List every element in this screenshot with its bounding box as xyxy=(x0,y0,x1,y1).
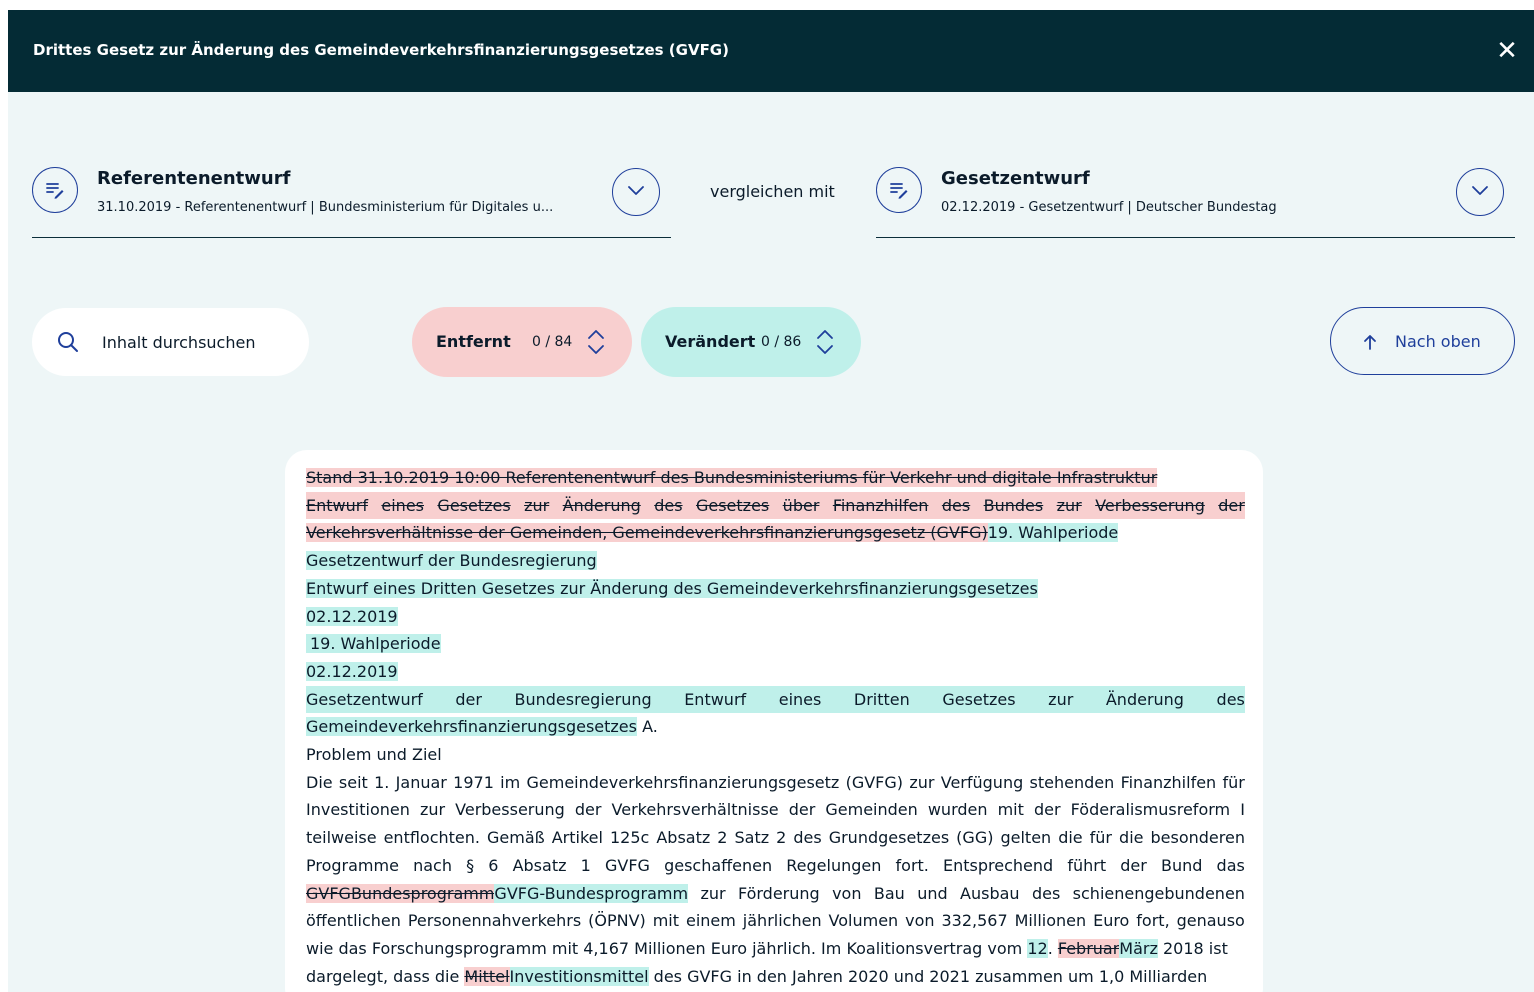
word: für xyxy=(1222,772,1245,792)
word: Regelungen xyxy=(786,855,882,875)
word: fort. xyxy=(895,855,929,875)
diff-document-text xyxy=(306,464,1245,990)
compare-with-label: vergleichen mit xyxy=(710,182,835,201)
word: 332,567 xyxy=(941,911,1008,931)
word: öffentlichen xyxy=(306,911,401,931)
word: mit xyxy=(652,911,680,931)
base-version-selector[interactable] xyxy=(32,165,671,238)
word: Gesetzes xyxy=(942,689,1016,709)
word: von xyxy=(905,911,935,931)
doc-line xyxy=(306,796,1245,824)
arrow-up-icon xyxy=(1363,334,1377,350)
word: 1971 xyxy=(453,772,494,792)
word: Januar xyxy=(395,772,447,792)
word: Ausbau xyxy=(960,883,1020,903)
word: Verkehrsverhältnisse xyxy=(611,800,779,820)
doc-line xyxy=(306,935,1245,963)
base-version-subtitle: 31.10.2019 - Referentenentwurf | Bundesministerium für Digitales u... xyxy=(97,200,554,215)
word: Gemäß xyxy=(487,828,545,848)
word: (GVFG) xyxy=(845,772,904,792)
word: der xyxy=(1033,800,1061,820)
word: Föderalismusreform xyxy=(1070,800,1231,820)
changed-text-line xyxy=(306,686,1245,714)
word: zur xyxy=(1048,689,1074,709)
word: Personennahverkehrs xyxy=(407,911,582,931)
word: Änderung xyxy=(562,495,641,515)
word: Gemeindeverkehrsfinanzierungsgesetz xyxy=(526,772,840,792)
word: zur xyxy=(909,772,935,792)
changed-text: Entwurf eines Dritten Gesetzes zur Änderung des Gemeindeverkehrsfinanzierungsgesetzes xyxy=(306,578,1038,598)
word: genauso xyxy=(1176,911,1245,931)
word: der xyxy=(788,800,816,820)
word: Gesetzes xyxy=(695,495,770,515)
word: 2 xyxy=(717,828,728,848)
word: stehenden xyxy=(1029,772,1115,792)
word: 2 xyxy=(776,828,787,848)
plain-text: A. xyxy=(642,717,658,737)
base-version-title: Referentenentwurf xyxy=(97,168,291,189)
word: geschaffenen xyxy=(664,855,773,875)
changed-text: 02.12.2019 xyxy=(306,661,398,681)
plain-text: Problem und Ziel xyxy=(306,745,442,765)
changed-label: Verändert xyxy=(665,332,756,351)
word: Entwurf xyxy=(306,495,368,515)
word: besonderen xyxy=(1150,828,1245,848)
word: wurden xyxy=(927,800,988,820)
diff-document-card xyxy=(285,450,1263,992)
word: des xyxy=(654,495,683,515)
word: Finanzhilfen xyxy=(1120,772,1217,792)
plain-text: wie das Forschungsprogramm mit 4,167 Millionen Euro jährlich. Im Koalitionsvertrag vom xyxy=(306,938,1028,958)
word: führt xyxy=(1067,855,1107,875)
word: Verbesserung xyxy=(455,800,565,820)
word: Absatz xyxy=(656,828,711,848)
word: das xyxy=(1216,855,1245,875)
word: 6 xyxy=(488,855,499,875)
word: schienengebundenen xyxy=(1072,883,1245,903)
word: gelten xyxy=(1000,828,1052,848)
doc-line xyxy=(306,658,1245,686)
word: der xyxy=(1218,495,1245,515)
word: der xyxy=(574,800,602,820)
word: (GG) xyxy=(956,828,994,848)
word: eines xyxy=(778,689,822,709)
word: des xyxy=(941,495,971,515)
word: des xyxy=(793,828,822,848)
target-version-selector[interactable] xyxy=(876,165,1515,238)
base-version-dropdown-button[interactable] xyxy=(612,168,660,216)
word: Bundesregierung xyxy=(514,689,652,709)
word: der xyxy=(1120,855,1147,875)
plain-text: 2018 ist xyxy=(1157,938,1228,958)
word: im xyxy=(500,772,521,792)
word: über xyxy=(782,495,820,515)
word: Entsprechend xyxy=(943,855,1054,875)
changed-text: Gesetzentwurf der Bundesregierung xyxy=(306,551,597,571)
word: zur xyxy=(1056,495,1082,515)
word: Verbesserung xyxy=(1095,495,1205,515)
word: von xyxy=(832,883,862,903)
word: Entwurf xyxy=(684,689,747,709)
changed-text: 12 xyxy=(1027,938,1048,958)
word: Euro xyxy=(1093,911,1130,931)
word: Investitionen xyxy=(306,800,410,820)
changed-text: 19. Wahlperiode xyxy=(987,523,1119,543)
word: entflochten. xyxy=(383,828,480,848)
word: seit xyxy=(338,772,368,792)
target-version-subtitle: 02.12.2019 - Gesetzentwurf | Deutscher Bundestag xyxy=(941,200,1277,215)
word: zur xyxy=(419,800,446,820)
word: Verfügung xyxy=(940,772,1024,792)
doc-line xyxy=(306,630,1245,658)
doc-line xyxy=(306,547,1245,575)
search-placeholder: Inhalt durchsuchen xyxy=(102,333,256,352)
word: § xyxy=(466,855,475,875)
document-edit-icon xyxy=(876,167,922,213)
word: für xyxy=(1089,828,1113,848)
word: zur xyxy=(524,495,550,515)
removed-label: Entfernt xyxy=(436,332,511,351)
word: Bundes xyxy=(983,495,1044,515)
back-to-top-label: Nach oben xyxy=(1395,332,1481,351)
word: mit xyxy=(997,800,1024,820)
removed-text: Februar xyxy=(1057,938,1120,958)
up-down-chevron-icon[interactable] xyxy=(586,328,606,356)
changed-text: März xyxy=(1119,938,1158,958)
removed-changes-navigator[interactable] xyxy=(412,307,632,377)
doc-line xyxy=(306,963,1245,991)
chevron-down-icon xyxy=(627,185,645,197)
word: die xyxy=(1119,828,1144,848)
changed-text: Gemeindeverkehrsfinanzierungsgesetzes xyxy=(306,717,637,737)
word: des xyxy=(1216,689,1245,709)
word: zur xyxy=(700,883,726,903)
doc-line xyxy=(306,852,1245,880)
dialog-header xyxy=(8,10,1534,92)
doc-line xyxy=(306,519,1245,547)
close-icon[interactable]: ✕ xyxy=(1496,36,1518,66)
word: 1. xyxy=(374,772,390,792)
up-down-chevron-icon[interactable] xyxy=(815,328,835,356)
plain-text: des GVFG in den Jahren 2020 und 2021 zusammen um 1,0 Milliarden xyxy=(648,966,1208,986)
word: Volumen xyxy=(828,911,899,931)
doc-line xyxy=(306,880,1245,908)
doc-line xyxy=(306,824,1245,852)
changed-text: GVFG-Bundesprogramm xyxy=(494,883,689,903)
changed-text: 02.12.2019 xyxy=(306,606,398,626)
word: Millionen xyxy=(1014,911,1087,931)
changed-text: Investitionsmittel xyxy=(509,966,649,986)
word: eines xyxy=(381,495,424,515)
doc-line xyxy=(306,713,1245,741)
word: Satz xyxy=(734,828,770,848)
word: (ÖPNV) xyxy=(588,911,646,931)
removed-count: 0 / 84 xyxy=(532,334,573,350)
word: Bund xyxy=(1160,855,1203,875)
word: 1 xyxy=(580,855,591,875)
word: Grundgesetzes xyxy=(828,828,950,848)
word: die xyxy=(1058,828,1083,848)
doc-line xyxy=(306,907,1245,935)
doc-line xyxy=(306,741,1245,769)
plain-text: . xyxy=(1047,938,1058,958)
word: Gesetzentwurf xyxy=(306,689,423,709)
removed-text-line xyxy=(306,492,1245,520)
word: 125c xyxy=(609,828,650,848)
removed-text: Verkehrsverhältnisse der Gemeinden, Gemeindeverkehrsfinanzierungsgesetz (GVFG) xyxy=(306,523,988,543)
word: und xyxy=(917,883,948,903)
target-version-title: Gesetzentwurf xyxy=(941,168,1090,189)
word: Förderung xyxy=(737,883,820,903)
word: teilweise xyxy=(306,828,377,848)
word: jährlichen xyxy=(742,911,822,931)
doc-line xyxy=(306,464,1245,492)
search-icon xyxy=(56,330,80,354)
target-version-dropdown-button[interactable] xyxy=(1456,168,1504,216)
chevron-down-icon xyxy=(1471,185,1489,197)
word: Programme xyxy=(306,855,399,875)
plain-text: dargelegt, dass die xyxy=(306,966,465,986)
word: des xyxy=(1031,883,1061,903)
word: fort, xyxy=(1136,911,1170,931)
doc-line xyxy=(306,603,1245,631)
word: einem xyxy=(685,911,736,931)
document-edit-icon xyxy=(32,167,78,213)
word: Finanzhilfen xyxy=(832,495,929,515)
word: Änderung xyxy=(1105,689,1184,709)
word: Absatz xyxy=(512,855,567,875)
removed-text: Stand 31.10.2019 10:00 Referentenentwurf des Bundesministeriums für Verkehr und digitale Infrastruktur xyxy=(306,468,1158,487)
word: I xyxy=(1240,800,1245,820)
changed-changes-navigator[interactable] xyxy=(641,307,861,377)
removed-text: Mittel xyxy=(464,966,510,986)
word: Artikel xyxy=(551,828,603,848)
changed-count: 0 / 86 xyxy=(761,334,802,350)
word: Dritten xyxy=(853,689,910,709)
removed-text: GVFGBundesprogramm xyxy=(306,883,495,903)
compare-dialog xyxy=(8,10,1534,992)
back-to-top-button[interactable] xyxy=(1330,307,1515,375)
search-input[interactable] xyxy=(32,308,309,376)
word: Gemeinden xyxy=(825,800,918,820)
word: Bau xyxy=(873,883,905,903)
dialog-title: Drittes Gesetz zur Änderung des Gemeindeverkehrsfinanzierungsgesetzes (GVFG) xyxy=(33,41,729,59)
changed-text: 19. Wahlperiode xyxy=(306,634,441,653)
word: Gesetzes xyxy=(437,495,511,515)
word: Die xyxy=(306,772,333,792)
doc-line xyxy=(306,575,1245,603)
doc-line xyxy=(306,769,1245,797)
word: GVFG xyxy=(604,855,650,875)
word: nach xyxy=(413,855,452,875)
word: der xyxy=(455,689,482,709)
